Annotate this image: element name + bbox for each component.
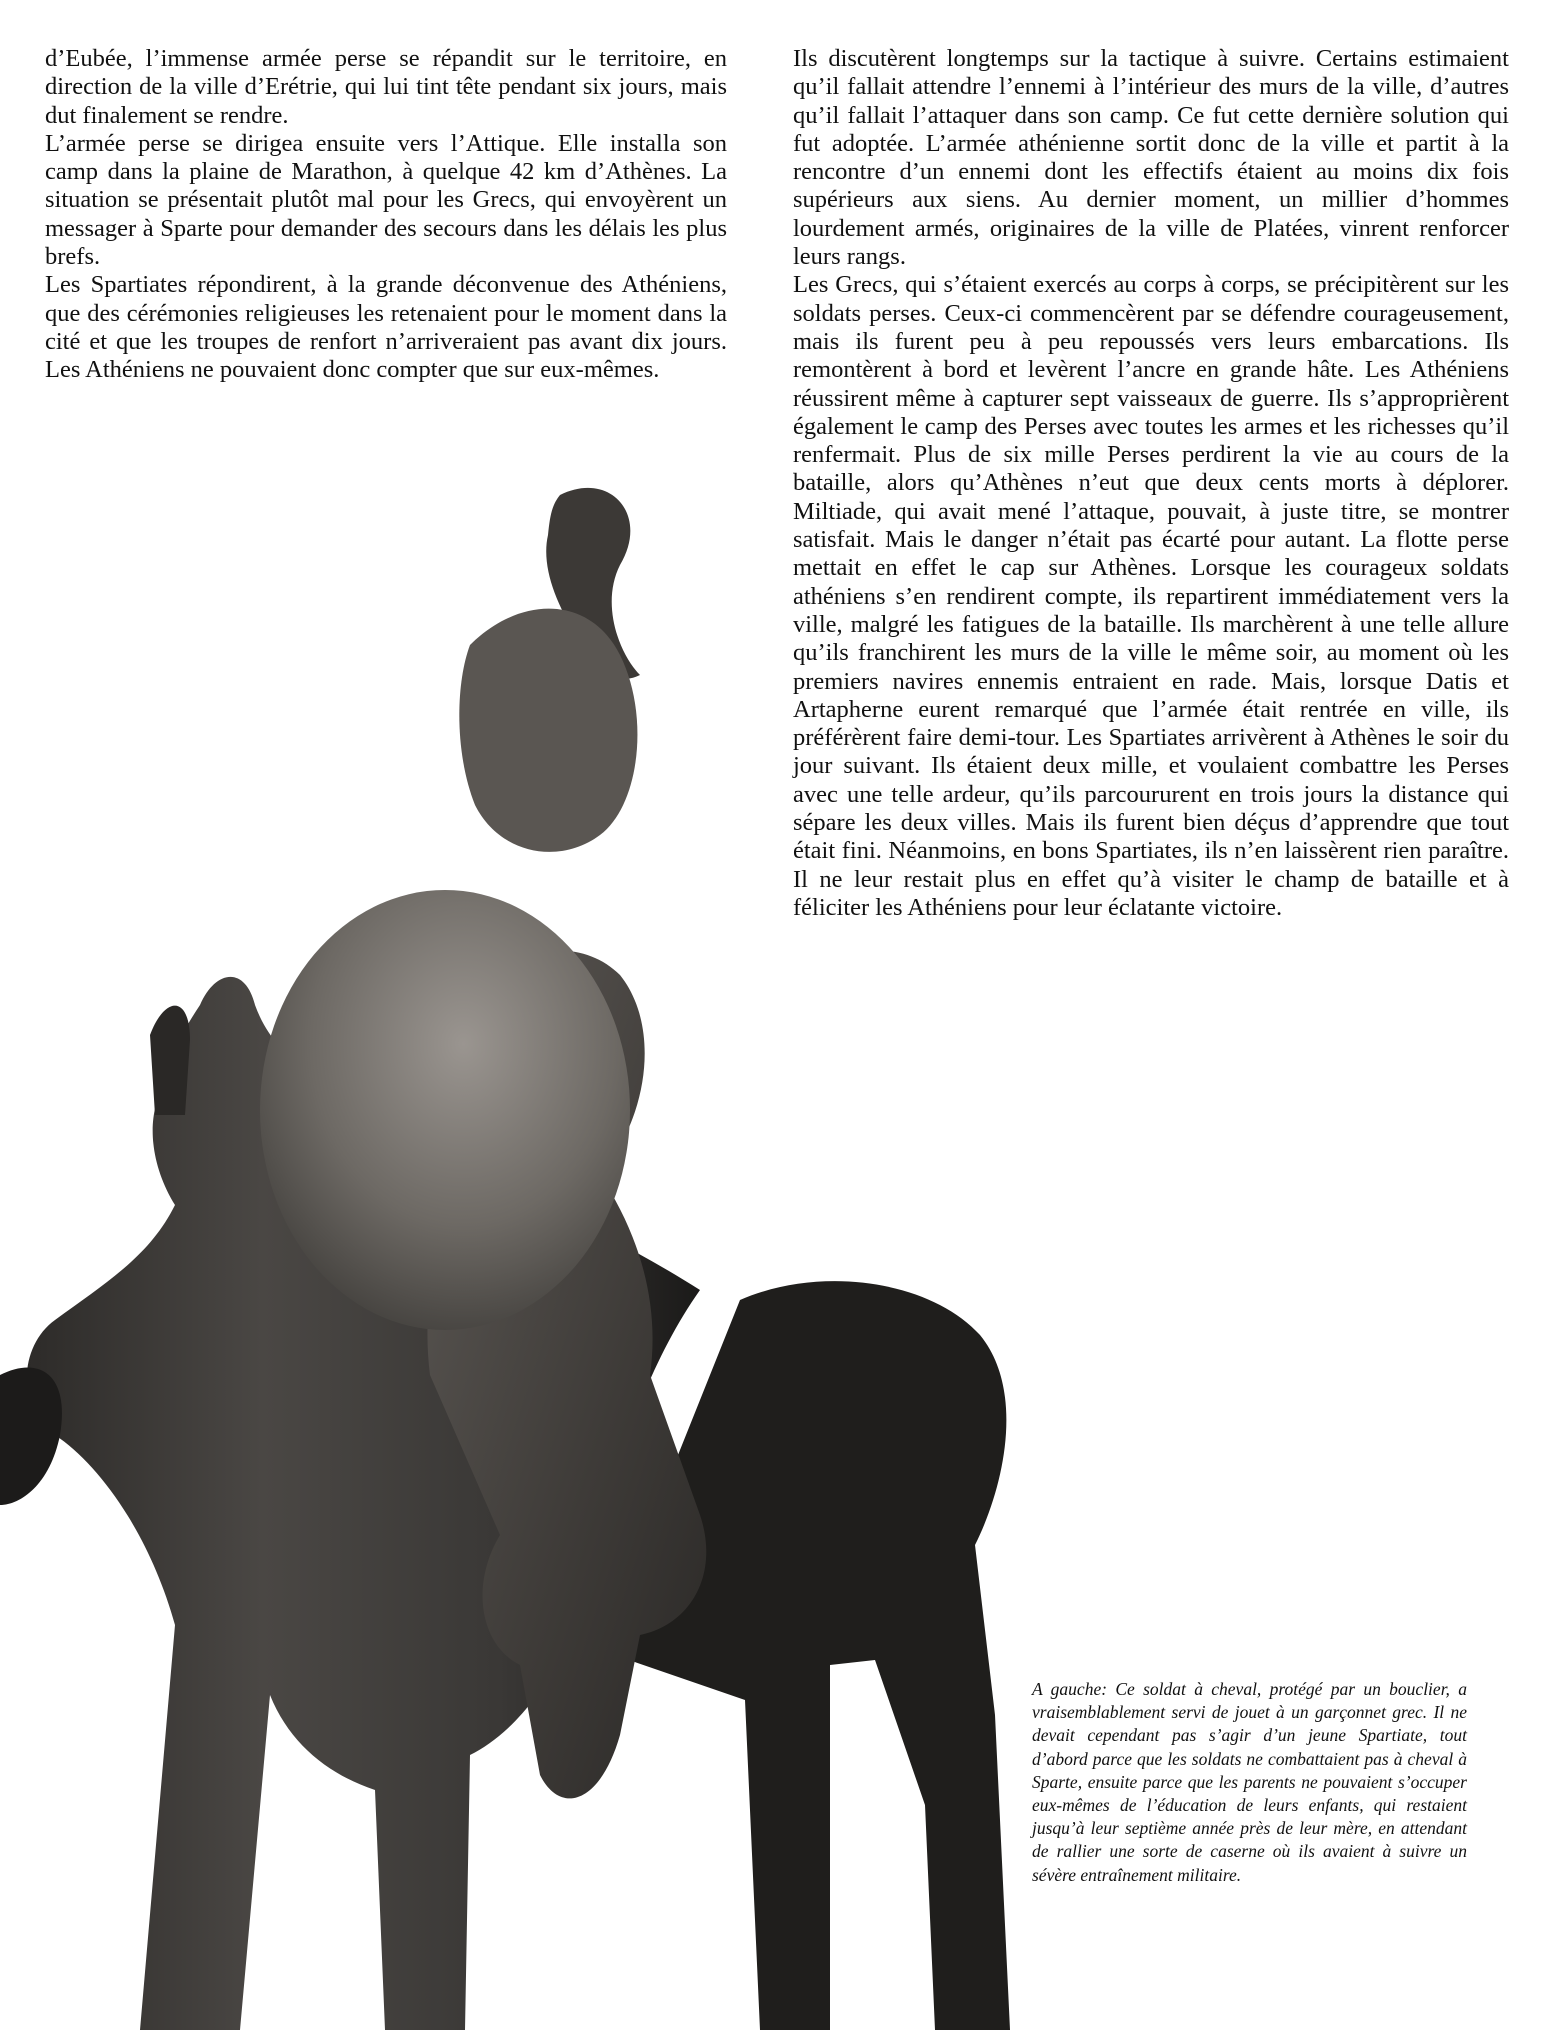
paragraph: d’Eubée, l’immense armée perse se répandit sur le territoire, en direction de la ville d’Erétrie, qui lui tint tête pendant six jours, mais dut finalement se rendre. bbox=[45, 45, 727, 129]
paragraph: L’armée perse se dirigea ensuite vers l’Attique. Elle installa son camp dans la plaine de Marathon, à quelque 42 km d’Athènes. La situation se présentait plutôt mal pour les Grecs, qui envoyèrent un messager à Sparte pour demander des secours dans les délais les plus brefs. bbox=[45, 129, 727, 271]
paragraph: Ils discutèrent longtemps sur la tactique à suivre. Certains estimaient qu’il fallait attendre l’ennemi à l’intérieur des murs de la ville, d’autres qu’il fallait l’attaquer dans son camp. Ce fut cette dernière solution qui fut adoptée. L’armée athénienne sortit donc de la ville et partit à la rencontre d’un ennemi dont les effectifs étaient au moins dix fois supérieurs aux siens. Au dernier moment, un millier d’hommes lourdement armés, originaires de la ville de Platées, vinrent renforcer leurs rangs. bbox=[793, 45, 1509, 271]
paragraph: Les Spartiates répondirent, à la grande déconvenue des Athéniens, que des cérémonies religieuses les retenaient pour le moment dans la cité et que les troupes de renfort n’arriveraient pas avant dix jours. Les Athéniens ne pouvaient donc compter que sur eux-mêmes. bbox=[45, 271, 727, 384]
left-text-column bbox=[45, 45, 727, 385]
image-caption: A gauche: Ce soldat à cheval, protégé par un bouclier, a vraisemblablement servi de jouet à un garçonnet grec. Il ne devait cependant pas s’agir d’un jeune Spartiate, tout d’abord parce que les soldats ne combattaient pas à cheval à Sparte, ensuite parce que les parents ne pouvaient s’occuper eux-mêmes de l’éducation de leurs enfants, qui restaient jusqu’à leur septième année près de leur mère, en attendant de rallier une sorte de caserne où ils avaient à suivre un sévère entraînement militaire. bbox=[1032, 1679, 1467, 1885]
paragraph: Les Grecs, qui s’étaient exercés au corps à corps, se précipitèrent sur les soldats perses. Ceux-ci commencèrent par se défendre courageusement, mais ils furent peu à peu repoussés vers leurs embarcations. Ils remontèrent à bord et levèrent l’ancre en grande hâte. Les Athéniens réussirent même à capturer sept vaisseaux de guerre. Ils s’approprièrent également le camp des Perses avec toutes les armes et les richesses qu’il renfermait. Plus de six mille Perses perdirent la vie au cours de la bataille, alors qu’Athènes n’eut que deux cents morts à déplorer. Miltiade, qui avait mené l’attaque, pouvait, à juste titre, se montrer satisfait. Mais le danger n’était pas écarté pour autant. La flotte perse mettait en effet le cap sur Athènes. Lorsque les courageux soldats athéniens s’en rendirent compte, ils repartirent immédiatement vers la ville, malgré les fatigues de la bataille. Ils marchèrent à une telle allure qu’ils franchirent les murs de la ville le même soir, au moment où les premiers navires ennemis entraient en rade. Mais, lorsque Datis et Artapherne eurent remarqué que l’armée était rentrée en ville, ils préférèrent faire demi-tour. Les Spartiates arrivèrent à Athènes le soir du jour suivant. Ils étaient deux mille, et voulaient combattre les Perses avec une telle ardeur, qu’ils parcoururent en trois jours la distance qui sépare les deux villes. Mais ils furent bien déçus d’apprendre que tout était fini. Néanmoins, en bons Spartiates, ils n’en laissèrent rien paraître. Il ne leur restait plus en effet qu’à visiter le champ de bataille et à féliciter les Athéniens pour leur éclatante victoire. bbox=[793, 271, 1509, 921]
round-shield bbox=[260, 890, 630, 1330]
